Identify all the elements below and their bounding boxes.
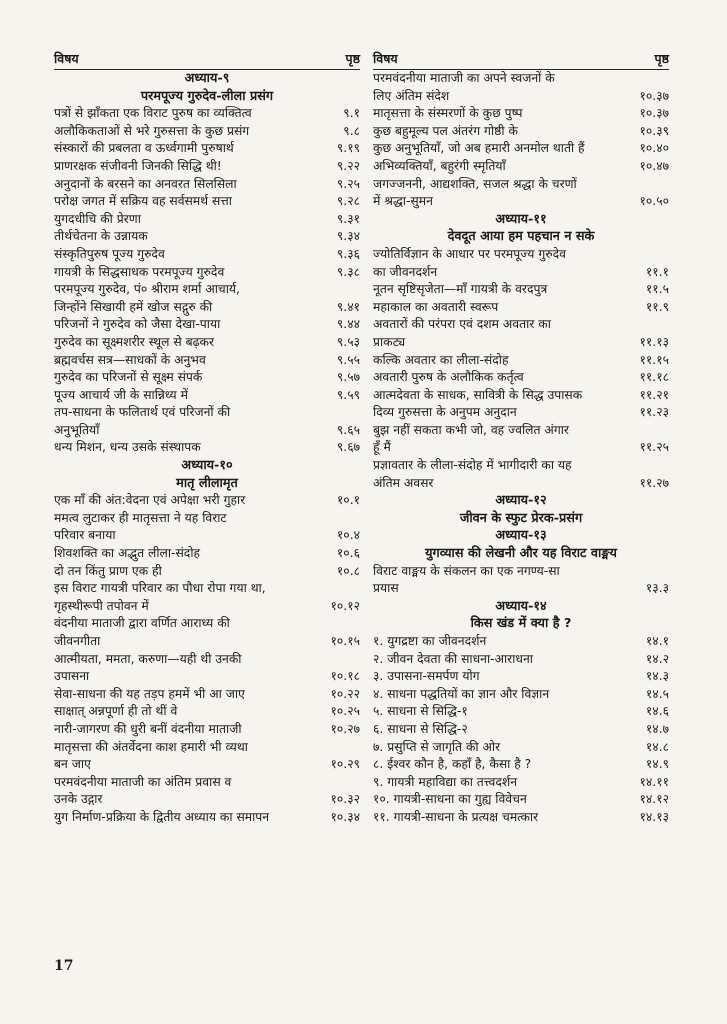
entry-page: ९.२५: [336, 176, 360, 191]
toc-entry: [373, 739, 669, 757]
chapter-heading: [54, 70, 360, 88]
entry-title: हूँ मैं: [373, 440, 391, 455]
toc-entry: [373, 299, 669, 317]
entry-page: १०.४७: [639, 158, 669, 173]
toc-entry: [54, 211, 360, 229]
entry-page: ९.५७: [336, 370, 360, 385]
entry-title: जगज्जननी, आद्यशक्ति, सजल श्रद्धा के चरणों: [373, 176, 577, 191]
entry-title: विराट वाङ्मय के संकलन का एक नगण्य-सा: [373, 563, 560, 578]
entry-title: नूतन सृष्टिसृजेता—माँ गायत्री के वरदपुत्र: [373, 282, 548, 297]
page-heading: पृष्ठ: [345, 51, 360, 66]
entry-page: ११.२५: [639, 440, 669, 455]
entry-title: अभिव्यक्तियाँ, बहुरंगी स्मृतियाँ: [373, 158, 506, 173]
entry-title: अनुदानों के बरसने का अनवरत सिलसिला: [54, 176, 237, 191]
toc-entry: [373, 246, 669, 264]
heading-text: अध्याय-१०: [181, 458, 233, 474]
toc-entry: [54, 580, 360, 598]
entry-title: तीर्थचेतना के उन्नायक: [54, 229, 148, 244]
entry-page: ९.६५: [336, 422, 360, 437]
entry-title: ८. ईश्वर कौन है, कहाँ है, कैसा है ?: [373, 757, 532, 772]
entry-page: १०.६: [336, 546, 360, 561]
entry-title: संस्कृतिपुरुष पूज्य गुरुदेव: [54, 246, 165, 261]
entry-page: ९.२८: [336, 194, 360, 209]
entry-title: इस विराट गायत्री परिवार का पौधा रोपा गया था,: [54, 581, 266, 596]
toc-right-column: [373, 50, 669, 827]
entry-page: १०.८: [336, 563, 360, 578]
entry-page: १०.२७: [330, 721, 360, 736]
entry-page: ९.४४: [336, 317, 360, 332]
entry-page: १०.२२: [330, 686, 360, 701]
entry-page: ९.३४: [336, 229, 360, 244]
entry-page: ९.३६: [336, 246, 360, 261]
heading-text: अध्याय-१४: [495, 598, 547, 614]
entry-page: ९.५५: [336, 352, 360, 367]
toc-entry: [373, 176, 669, 194]
entry-title: अवतारों की परंपरा एवं दशम अवतार का: [373, 317, 551, 332]
entry-title: का जीवनदर्शन: [373, 264, 438, 279]
toc-entry: [54, 598, 360, 616]
entry-title: ३. उपासना-समर्पण योग: [373, 669, 480, 684]
toc-entry: [373, 774, 669, 792]
entry-title: परिजनों ने गुरुदेव को जैसा देखा-पाया: [54, 317, 221, 332]
entry-page: १४.५: [645, 686, 669, 701]
entry-title: में श्रद्धा-सुमन: [373, 194, 433, 209]
toc-entry: [373, 316, 669, 334]
chapter-heading: [54, 475, 360, 493]
chapter-heading: [373, 492, 669, 510]
toc-entry: [373, 721, 669, 739]
entry-title: आत्मदेवता के साधक, सावित्री के सिद्ध उपासक: [373, 387, 583, 402]
toc-entry: [373, 123, 669, 141]
toc-entry: [54, 615, 360, 633]
entry-title: अलौकिकताओं से भरे गुरुसत्ता के कुछ प्रसंग: [54, 123, 250, 138]
toc-entry: [373, 703, 669, 721]
toc-entry: [373, 475, 669, 493]
heading-text: किस खंड में क्या है ?: [470, 616, 572, 632]
toc-entry: [373, 809, 669, 827]
toc-entry: [54, 299, 360, 317]
toc-entry: [373, 264, 669, 282]
entry-page: १४.३: [645, 669, 669, 684]
toc-entry: [54, 422, 360, 440]
toc-entry: [373, 439, 669, 457]
entry-page: ९.१: [343, 106, 360, 121]
toc-entry: [54, 334, 360, 352]
entry-title: सेवा-साधना की यह तड़प हममें भी आ जाए: [54, 686, 245, 701]
entry-page: १०.३७: [639, 106, 669, 121]
entry-page: १४.८: [645, 739, 669, 754]
heading-text: देवदूत आया हम पहचान न सके: [447, 229, 595, 245]
toc-entry: [373, 457, 669, 475]
chapter-heading: [373, 545, 669, 563]
entry-title: ४. साधना पद्धतियों का ज्ञान और विज्ञान: [373, 686, 550, 701]
entry-page: ९.४१: [336, 299, 360, 314]
entry-page: १३.३: [645, 581, 669, 596]
entry-title: महाकाल का अवतारी स्वरूप: [373, 299, 499, 314]
entry-page: १०.३७: [639, 88, 669, 103]
entry-page: ११.२७: [639, 475, 669, 490]
chapter-heading: [54, 457, 360, 475]
entry-page: ९.१९: [336, 141, 360, 156]
toc-entry: [54, 739, 360, 757]
toc-entry: [54, 668, 360, 686]
entry-title: पत्रों से झाँकता एक विराट पुरुष का व्यक्तित्व: [54, 106, 252, 121]
entry-title: ११. गायत्री-साधना के प्रत्यक्ष चमत्कार: [373, 809, 539, 824]
page-heading: पृष्ठ: [654, 51, 669, 66]
entry-title: कुछ अनुभूतियाँ, जो अब हमारी अनमोल थाती हैं: [373, 141, 585, 156]
entry-page: १४.११: [639, 774, 669, 789]
entry-title: ममत्व लुटाकर ही मातृसत्ता ने यह विराट: [54, 510, 227, 525]
toc-entry: [54, 545, 360, 563]
entry-page: ९.५९: [336, 387, 360, 402]
entry-title: प्राणरक्षक संजीवनी जिनकी सिद्धि थी!: [54, 158, 222, 173]
entry-page: १०.५०: [639, 194, 669, 209]
entry-page: १०.३९: [639, 123, 669, 138]
entry-page: १०.२५: [330, 704, 360, 719]
entry-title: परोक्ष जगत में सक्रिय वह सर्वसमर्थ सत्ता: [54, 194, 232, 209]
entry-page: १४.१: [645, 634, 669, 648]
entry-title: अनुभूतियाँ: [54, 422, 100, 437]
chapter-heading: [54, 88, 360, 106]
heading-text: अध्याय-१२: [495, 493, 547, 509]
entry-page: १४.२: [645, 651, 669, 666]
entry-title: ५. साधना से सिद्धि-१: [373, 704, 468, 719]
toc-entry: [54, 281, 360, 299]
toc-entry: [373, 651, 669, 669]
entry-title: युग निर्माण-प्रक्रिया के द्वितीय अध्याय का समापन: [54, 809, 270, 824]
toc-entry: [54, 527, 360, 545]
entry-page: ९.५३: [336, 334, 360, 349]
toc-entry: [373, 369, 669, 387]
entry-page: ९.३१: [336, 211, 360, 226]
entry-title: कुछ बहुमूल्य पल अंतरंग गोष्ठी के: [373, 123, 518, 138]
toc-entry: [54, 774, 360, 792]
heading-text: अध्याय-११: [495, 211, 547, 227]
entry-title: प्रयास: [373, 581, 399, 596]
heading-text: जीवन के स्फुट प्रेरक-प्रसंग: [459, 510, 583, 526]
entry-title: परमवंदनीया माताजी का अंतिम प्रवास व: [54, 774, 232, 789]
entry-page: १०.१५: [330, 634, 360, 648]
toc-entry: [54, 809, 360, 827]
toc-entry: [373, 105, 669, 123]
toc-entry: [54, 105, 360, 123]
toc-entry: [373, 70, 669, 88]
toc-entry: [373, 791, 669, 809]
heading-text: परमपूज्य गुरुदेव-लीला प्रसंग: [140, 88, 274, 104]
toc-entry: [54, 246, 360, 264]
toc-entry: [54, 756, 360, 774]
entry-page: १०.४०: [639, 141, 669, 156]
toc-entry: [54, 140, 360, 158]
entry-page: ११.५: [645, 282, 669, 297]
entry-page: ९.८: [343, 123, 360, 138]
entry-page: १४.६: [645, 704, 669, 719]
toc-entry: [373, 422, 669, 440]
chapter-heading: [373, 615, 669, 633]
toc-entry: [54, 492, 360, 510]
toc-entry: [373, 193, 669, 211]
entry-title: दिव्य गुरुसत्ता के अनुपम अनुदान: [373, 405, 517, 420]
entry-title: प्राकट्य: [373, 334, 406, 349]
page-number: 17: [54, 958, 74, 974]
subject-heading: विषय: [54, 51, 79, 66]
entry-page: १०.१: [336, 493, 360, 508]
heading-text: मातृ लीलामृत: [176, 475, 238, 491]
entry-page: १०.३२: [330, 792, 360, 807]
entry-title: युगदधीचि की प्रेरणा: [54, 211, 141, 226]
toc-entry: [373, 756, 669, 774]
toc-entry: [373, 334, 669, 352]
heading-text: युगव्यास की लेखनी और यह विराट वाङ्मय: [425, 546, 617, 562]
entry-page: ११.१५: [639, 352, 669, 367]
toc-entry: [373, 404, 669, 422]
entry-page: ११.१८: [639, 370, 669, 385]
chapter-heading: [373, 228, 669, 246]
entry-title: अवतारी पुरुष के अलौकिक कर्तृत्व: [373, 370, 524, 385]
toc-entry: [373, 387, 669, 405]
entry-page: १०.१८: [330, 669, 360, 684]
toc-entry: [373, 580, 669, 598]
toc-entry: [54, 158, 360, 176]
entry-title: ब्रह्मवर्चस सत्र—साधकों के अनुभव: [54, 352, 206, 367]
toc-entry: [373, 158, 669, 176]
entry-title: धन्य मिशन, धन्य उसके संस्थापक: [54, 440, 201, 455]
toc-entry: [54, 369, 360, 387]
toc-entry: [373, 352, 669, 370]
toc-header: [54, 50, 360, 68]
toc-entry: [373, 633, 669, 651]
toc-left-column: [54, 50, 360, 827]
entry-title: पूज्य आचार्य जी के सान्निध्य में: [54, 387, 188, 402]
entry-title: दो तन किंतु प्राण एक ही: [54, 563, 162, 578]
entry-title: २. जीवन देवता की साधना-आराधना: [373, 651, 533, 666]
entry-page: १०.३४: [330, 809, 360, 824]
chapter-heading: [373, 598, 669, 616]
toc-entry: [54, 264, 360, 282]
entry-title: गायत्री के सिद्धसाधक परमपूज्य गुरुदेव: [54, 264, 225, 279]
entry-title: उनके उद्गार: [54, 792, 103, 807]
entry-title: शिवशक्ति का अद्भुत लीला-संदोह: [54, 546, 201, 561]
entry-page: ११.९: [645, 299, 669, 314]
entry-page: ११.१: [645, 264, 669, 279]
entry-title: गुरुदेव का परिजनों से सूक्ष्म संपर्क: [54, 370, 203, 385]
toc-entry: [54, 633, 360, 651]
toc-entry: [54, 563, 360, 581]
toc-entry: [54, 651, 360, 669]
entry-page: १०.४: [336, 528, 360, 543]
entry-page: १०.२९: [330, 757, 360, 772]
entry-title: साक्षात् अन्नपूर्णा ही तो थीं वे: [54, 704, 178, 719]
entry-title: वंदनीया माताजी द्वारा वर्णित आराध्य की: [54, 616, 230, 631]
entry-title: आत्मीयता, ममता, करुणा—यही थी उनकी: [54, 651, 242, 666]
entry-page: १४.९: [645, 757, 669, 772]
entry-page: ११.२१: [639, 387, 669, 402]
toc-entry: [54, 439, 360, 457]
subject-heading: विषय: [373, 51, 398, 66]
entry-title: जीवनगीता: [54, 634, 101, 648]
entry-title: संस्कारों की प्रबलता व ऊर्ध्वगामी पुरुषार्थ: [54, 141, 234, 156]
toc-entry: [54, 404, 360, 422]
toc-entry: [54, 123, 360, 141]
entry-title: अंतिम अवसर: [373, 475, 434, 490]
entry-title: प्रज्ञावतार के लीला-संदोह में भागीदारी का यह: [373, 458, 572, 473]
entry-title: मातृसत्ता के संस्मरणों के कुछ पुष्प: [373, 106, 523, 121]
heading-text: अध्याय-१३: [495, 528, 547, 544]
entry-page: १४.७: [645, 721, 669, 736]
toc-entry: [54, 228, 360, 246]
toc-entry: [54, 686, 360, 704]
entry-title: परमपूज्य गुरुदेव, पं० श्रीराम शर्मा आचार्य,: [54, 282, 240, 297]
entry-title: तप-साधना के फलितार्थ एवं परिजनों की: [54, 405, 231, 420]
entry-title: बन जाए: [54, 757, 91, 772]
entry-title: बुझ नहीं सकता कभी जो, वह ज्वलित अंगार: [373, 422, 569, 437]
entry-title: लिए अंतिम संदेश: [373, 88, 450, 103]
chapter-heading: [373, 527, 669, 545]
entry-page: ११.१३: [639, 334, 669, 349]
entry-title: जिन्होंने सिखायी हमें खोज सद्गुरु की: [54, 299, 213, 314]
entry-title: ९. गायत्री महाविद्या का तत्त्वदर्शन: [373, 774, 518, 789]
entry-page: ९.३८: [336, 264, 360, 279]
toc-entries: [373, 69, 669, 827]
entry-title: कल्कि अवतार का लीला-संदोह: [373, 352, 509, 367]
toc-entry: [373, 281, 669, 299]
entry-page: १४.१२: [639, 792, 669, 807]
entry-title: गृहस्थीरूपी तपोवन में: [54, 598, 149, 613]
toc-entry: [54, 721, 360, 739]
entry-title: १०. गायत्री-साधना का गुह्य विवेचन: [373, 792, 527, 807]
entry-title: मातृसत्ता की अंतर्वेदना काश हमारी भी व्यथा: [54, 739, 248, 754]
toc-entry: [373, 140, 669, 158]
toc-entry: [54, 703, 360, 721]
toc-entry: [54, 387, 360, 405]
entry-title: उपासना: [54, 669, 90, 684]
toc-entry: [54, 193, 360, 211]
entry-page: ११.२३: [639, 405, 669, 420]
toc-entry: [54, 352, 360, 370]
toc-entry: [54, 791, 360, 809]
entry-page: १४.१३: [639, 809, 669, 824]
toc-entry: [373, 88, 669, 106]
toc-entry: [54, 510, 360, 528]
entry-page: ९.६७: [336, 440, 360, 455]
entry-title: ज्योतिर्विज्ञान के आधार पर परमपूज्य गुरुदेव: [373, 246, 566, 261]
heading-text: अध्याय-९: [184, 71, 230, 86]
toc-entry: [373, 563, 669, 581]
toc-header: [373, 50, 669, 68]
toc-entry: [54, 176, 360, 194]
chapter-heading: [373, 510, 669, 528]
entry-title: परिवार बनाया: [54, 528, 116, 543]
toc-entry: [373, 668, 669, 686]
toc-entry: [373, 686, 669, 704]
entry-page: ९.२२: [336, 158, 360, 173]
toc-entries: [54, 69, 360, 827]
entry-page: १०.१२: [330, 598, 360, 613]
entry-title: १. युगद्रष्टा का जीवनदर्शन: [373, 634, 487, 648]
entry-title: नारी-जागरण की धुरी बनीं वंदनीया माताजी: [54, 721, 242, 736]
toc-entry: [54, 316, 360, 334]
entry-title: गुरुदेव का सूक्ष्मशरीर स्थूल से बढ़कर: [54, 334, 215, 349]
entry-title: ७. प्रसुप्ति से जागृति की ओर: [373, 739, 501, 754]
entry-title: परमवंदनीया माताजी का अपने स्वजनों के: [373, 71, 555, 85]
chapter-heading: [373, 211, 669, 229]
entry-title: ६. साधना से सिद्धि-२: [373, 721, 468, 736]
entry-title: एक माँ की अंत:वेदना एवं अपेक्षा भरी गुहार: [54, 493, 246, 508]
